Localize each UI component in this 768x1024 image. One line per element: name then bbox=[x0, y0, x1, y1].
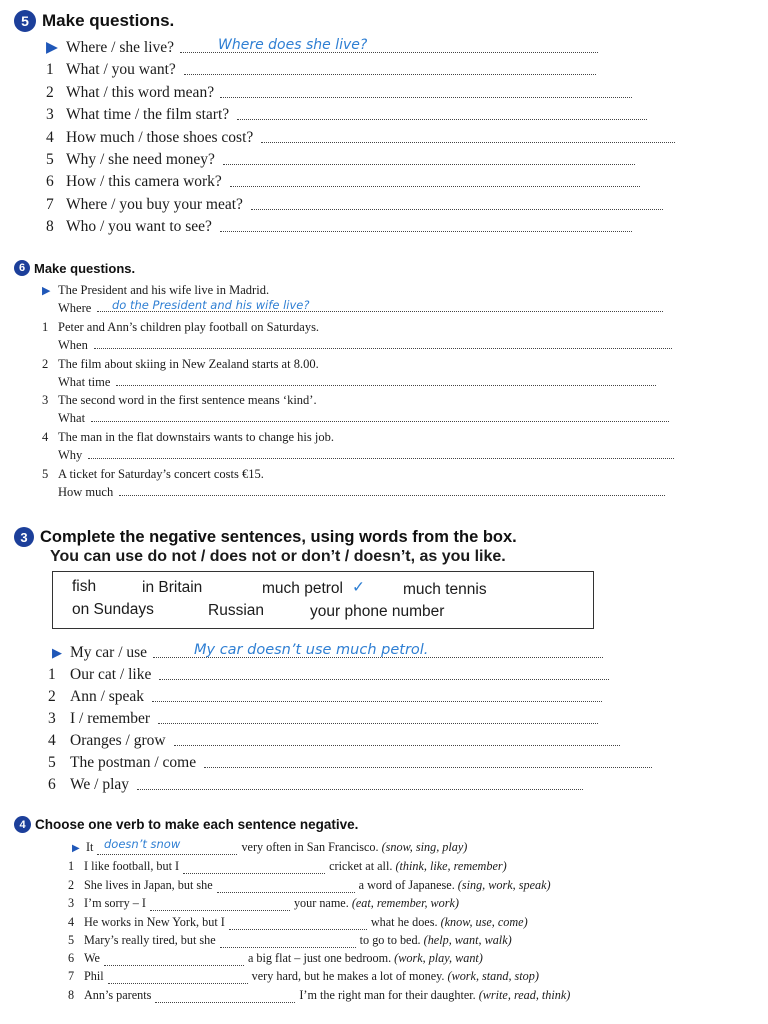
item-number: 1 bbox=[42, 320, 49, 334]
answer-line[interactable] bbox=[91, 420, 669, 422]
sentence-end: very often in San Francisco. bbox=[241, 840, 379, 854]
handwritten-answer: do the President and his wife live? bbox=[112, 298, 310, 312]
word-box-item: fish bbox=[72, 578, 97, 595]
answer-line[interactable] bbox=[230, 185, 640, 187]
verb-options: (think, like, remember) bbox=[395, 859, 507, 873]
verb-options: (snow, sing, play) bbox=[381, 840, 468, 854]
exercise-6-header bbox=[14, 260, 135, 276]
exercise-3-header bbox=[14, 527, 517, 547]
prompt: I / remember bbox=[70, 710, 151, 727]
prompt: How much / those shoes cost? bbox=[66, 129, 254, 146]
question-starter: What bbox=[58, 411, 86, 425]
word-box-item: much tennis bbox=[403, 581, 487, 598]
answer-line[interactable] bbox=[88, 457, 674, 459]
sentence-row bbox=[48, 710, 598, 728]
answer-row bbox=[58, 411, 669, 426]
prompt: Oranges / grow bbox=[70, 732, 166, 749]
exercise-title: Make questions. bbox=[42, 11, 175, 30]
verb-options: (know, use, come) bbox=[440, 915, 528, 929]
sentence-row bbox=[68, 915, 528, 930]
sentence-end: to go to bed. bbox=[359, 933, 421, 947]
answer-line[interactable] bbox=[119, 494, 665, 496]
sentence-start: Phil bbox=[84, 969, 104, 983]
answer-line[interactable] bbox=[158, 722, 598, 724]
question-row bbox=[46, 106, 647, 124]
sentence-row bbox=[68, 896, 459, 911]
answer-line[interactable] bbox=[152, 700, 602, 702]
item-number: 4 bbox=[46, 129, 54, 146]
prompt: What / you want? bbox=[66, 61, 176, 78]
item-number: 6 bbox=[46, 173, 54, 190]
answer-line[interactable] bbox=[159, 678, 609, 680]
item-number: 7 bbox=[68, 969, 75, 983]
question-starter: Why bbox=[58, 448, 83, 462]
sentence-row bbox=[68, 933, 512, 948]
blank[interactable] bbox=[104, 964, 244, 966]
item-number: 1 bbox=[48, 666, 56, 683]
prompt: Where / you buy your meat? bbox=[66, 196, 243, 213]
question-starter: When bbox=[58, 338, 88, 352]
source-sentence: Peter and Ann’s children play football on Saturdays. bbox=[58, 320, 320, 334]
exercise-title: Make questions. bbox=[34, 260, 136, 276]
source-sentence-row bbox=[42, 320, 319, 335]
item-number: 2 bbox=[46, 84, 54, 101]
answer-line[interactable] bbox=[220, 96, 632, 98]
blank[interactable] bbox=[183, 872, 325, 874]
sentence-end: your name. bbox=[293, 896, 349, 910]
exercise-4-header bbox=[14, 816, 358, 833]
verb-options: (sing, work, speak) bbox=[457, 878, 551, 892]
item-number: 2 bbox=[68, 878, 75, 892]
play-arrow-icon: ▶ bbox=[72, 843, 80, 854]
question-row bbox=[46, 84, 632, 102]
exercise-number-badge: 4 bbox=[14, 816, 31, 833]
blank[interactable] bbox=[150, 909, 290, 911]
item-number: 3 bbox=[48, 710, 56, 727]
item-number: 2 bbox=[42, 357, 49, 371]
verb-options: (eat, remember, work) bbox=[351, 896, 459, 910]
prompt: Ann / speak bbox=[70, 688, 145, 705]
blank[interactable] bbox=[155, 1001, 295, 1003]
sentence-row bbox=[48, 776, 583, 794]
sentence-row bbox=[48, 688, 602, 706]
exercise-title: Choose one verb to make each sentence negative. bbox=[35, 817, 359, 832]
answer-row bbox=[58, 375, 656, 390]
question-starter: What time bbox=[58, 375, 111, 389]
exercise-title: Complete the negative sentences, using words from the box. bbox=[40, 528, 517, 546]
sentence-end: I’m the right man for their daughter. bbox=[299, 988, 476, 1002]
sentence-row bbox=[68, 988, 570, 1003]
blank[interactable] bbox=[229, 928, 367, 930]
prompt: Who / you want to see? bbox=[66, 218, 212, 235]
source-sentence-row bbox=[42, 393, 317, 408]
play-arrow-icon: ▶ bbox=[42, 284, 51, 297]
blank[interactable] bbox=[97, 853, 237, 855]
prompt: What / this word mean? bbox=[66, 84, 215, 101]
sentence-row bbox=[48, 732, 620, 750]
source-sentence: The film about skiing in New Zealand starts at 8.00. bbox=[58, 357, 319, 371]
sentence-end: very hard, but he makes a lot of money. bbox=[251, 969, 445, 983]
item-number: 1 bbox=[46, 61, 54, 78]
sentence-end: what he does. bbox=[370, 915, 438, 929]
item-number: 5 bbox=[48, 754, 56, 771]
prompt: My car / use bbox=[70, 644, 148, 661]
word-box-item: Russian bbox=[208, 602, 264, 619]
answer-line[interactable] bbox=[174, 744, 620, 746]
item-number: 3 bbox=[68, 896, 75, 910]
question-row bbox=[46, 151, 635, 169]
sentence-end: a word of Japanese. bbox=[358, 878, 455, 892]
answer-line[interactable] bbox=[223, 163, 635, 165]
item-number: 3 bbox=[46, 106, 54, 123]
play-arrow-icon: ▶ bbox=[46, 38, 58, 56]
sentence-start: Ann’s parents bbox=[84, 988, 152, 1002]
source-sentence-row bbox=[42, 357, 319, 372]
question-row bbox=[46, 218, 632, 236]
prompt: The postman / come bbox=[70, 754, 197, 771]
sentence-start: He works in New York, but I bbox=[84, 915, 225, 929]
answer-row bbox=[58, 338, 672, 353]
exercise-number-badge: 6 bbox=[14, 260, 30, 276]
sentence-start: Mary’s really tired, but she bbox=[84, 933, 216, 947]
item-number: 5 bbox=[46, 151, 54, 168]
sentence-row bbox=[68, 878, 551, 893]
answer-line[interactable] bbox=[237, 118, 647, 120]
item-number: 6 bbox=[68, 951, 75, 965]
exercise-5-header bbox=[14, 10, 174, 32]
source-sentence-row bbox=[42, 430, 334, 445]
prompt: What time / the film start? bbox=[66, 106, 230, 123]
item-number: 5 bbox=[68, 933, 75, 947]
item-number: 5 bbox=[42, 467, 49, 481]
item-number: 2 bbox=[48, 688, 56, 705]
sentence-row bbox=[48, 666, 609, 684]
sentence-end: a big flat – just one bedroom. bbox=[247, 951, 392, 965]
source-sentence: The President and his wife live in Madrid. bbox=[58, 283, 270, 297]
check-icon: ✓ bbox=[352, 579, 365, 596]
source-sentence: The second word in the first sentence means ‘kind’. bbox=[58, 393, 317, 407]
item-number: 4 bbox=[68, 915, 75, 929]
item-number: 8 bbox=[46, 218, 54, 235]
answer-line[interactable] bbox=[220, 230, 632, 232]
prompt: Where / she live? bbox=[66, 39, 175, 56]
source-sentence: A ticket for Saturday’s concert costs €15. bbox=[58, 467, 264, 481]
play-arrow-icon: ▶ bbox=[52, 646, 62, 661]
handwritten-answer: doesn’t snow bbox=[104, 837, 181, 851]
answer-row bbox=[58, 448, 674, 463]
example-sentence-row bbox=[42, 283, 269, 298]
handwritten-answer: My car doesn’t use much petrol. bbox=[194, 642, 429, 658]
sentence-start: I’m sorry – I bbox=[84, 896, 146, 910]
question-starter: How much bbox=[58, 485, 114, 499]
question-row bbox=[46, 129, 675, 147]
source-sentence-row bbox=[42, 467, 264, 482]
word-box-item: on Sundays bbox=[72, 601, 154, 618]
verb-options: (work, stand, stop) bbox=[447, 969, 539, 983]
prompt: How / this camera work? bbox=[66, 173, 222, 190]
answer-line[interactable] bbox=[251, 208, 663, 210]
item-number: 4 bbox=[48, 732, 56, 749]
question-starter: Where bbox=[58, 301, 92, 315]
item-number: 1 bbox=[68, 859, 75, 873]
sentence-start: We bbox=[84, 951, 100, 965]
prompt: Our cat / like bbox=[70, 666, 152, 683]
answer-line[interactable] bbox=[204, 766, 652, 768]
sentence-row bbox=[68, 969, 539, 984]
sentence-end: cricket at all. bbox=[329, 859, 393, 873]
answer-line[interactable] bbox=[261, 141, 675, 143]
verb-options: (write, read, think) bbox=[478, 988, 571, 1002]
item-number: 3 bbox=[42, 393, 49, 407]
sentence-start: I like football, but I bbox=[84, 859, 180, 873]
word-box-item: your phone number bbox=[310, 603, 445, 620]
item-number: 8 bbox=[68, 988, 75, 1002]
answer-line[interactable] bbox=[94, 347, 672, 349]
blank[interactable] bbox=[220, 946, 356, 948]
exercise-number-badge: 5 bbox=[14, 10, 36, 32]
answer-line[interactable] bbox=[184, 73, 596, 75]
word-box bbox=[52, 571, 594, 629]
word-box-item: much petrol bbox=[262, 580, 343, 597]
prompt: Why / she need money? bbox=[66, 151, 215, 168]
item-number: 4 bbox=[42, 430, 49, 444]
item-number: 6 bbox=[48, 776, 56, 793]
blank[interactable] bbox=[217, 891, 355, 893]
answer-line[interactable] bbox=[137, 788, 583, 790]
sentence-row bbox=[48, 754, 652, 772]
item-number: 7 bbox=[46, 196, 54, 213]
sentence-start: It bbox=[86, 840, 94, 854]
exercise-number-badge: 3 bbox=[14, 527, 34, 547]
question-row bbox=[46, 61, 596, 79]
word-box-item: in Britain bbox=[142, 579, 203, 596]
question-row bbox=[46, 173, 640, 191]
source-sentence: The man in the flat downstairs wants to change his job. bbox=[58, 430, 334, 444]
exercise-subtitle: You can use do not / does not or don’t / doesn’t, as you like. bbox=[50, 548, 506, 565]
sentence-row bbox=[68, 859, 507, 874]
verb-options: (help, want, walk) bbox=[423, 933, 512, 947]
question-row bbox=[46, 196, 663, 214]
sentence-row bbox=[68, 951, 483, 966]
prompt: We / play bbox=[70, 776, 130, 793]
answer-row bbox=[58, 485, 665, 500]
blank[interactable] bbox=[108, 982, 248, 984]
sentence-start: She lives in Japan, but she bbox=[84, 878, 213, 892]
verb-options: (work, play, want) bbox=[394, 951, 483, 965]
handwritten-answer: Where does she live? bbox=[218, 37, 368, 53]
answer-line[interactable] bbox=[116, 384, 656, 386]
